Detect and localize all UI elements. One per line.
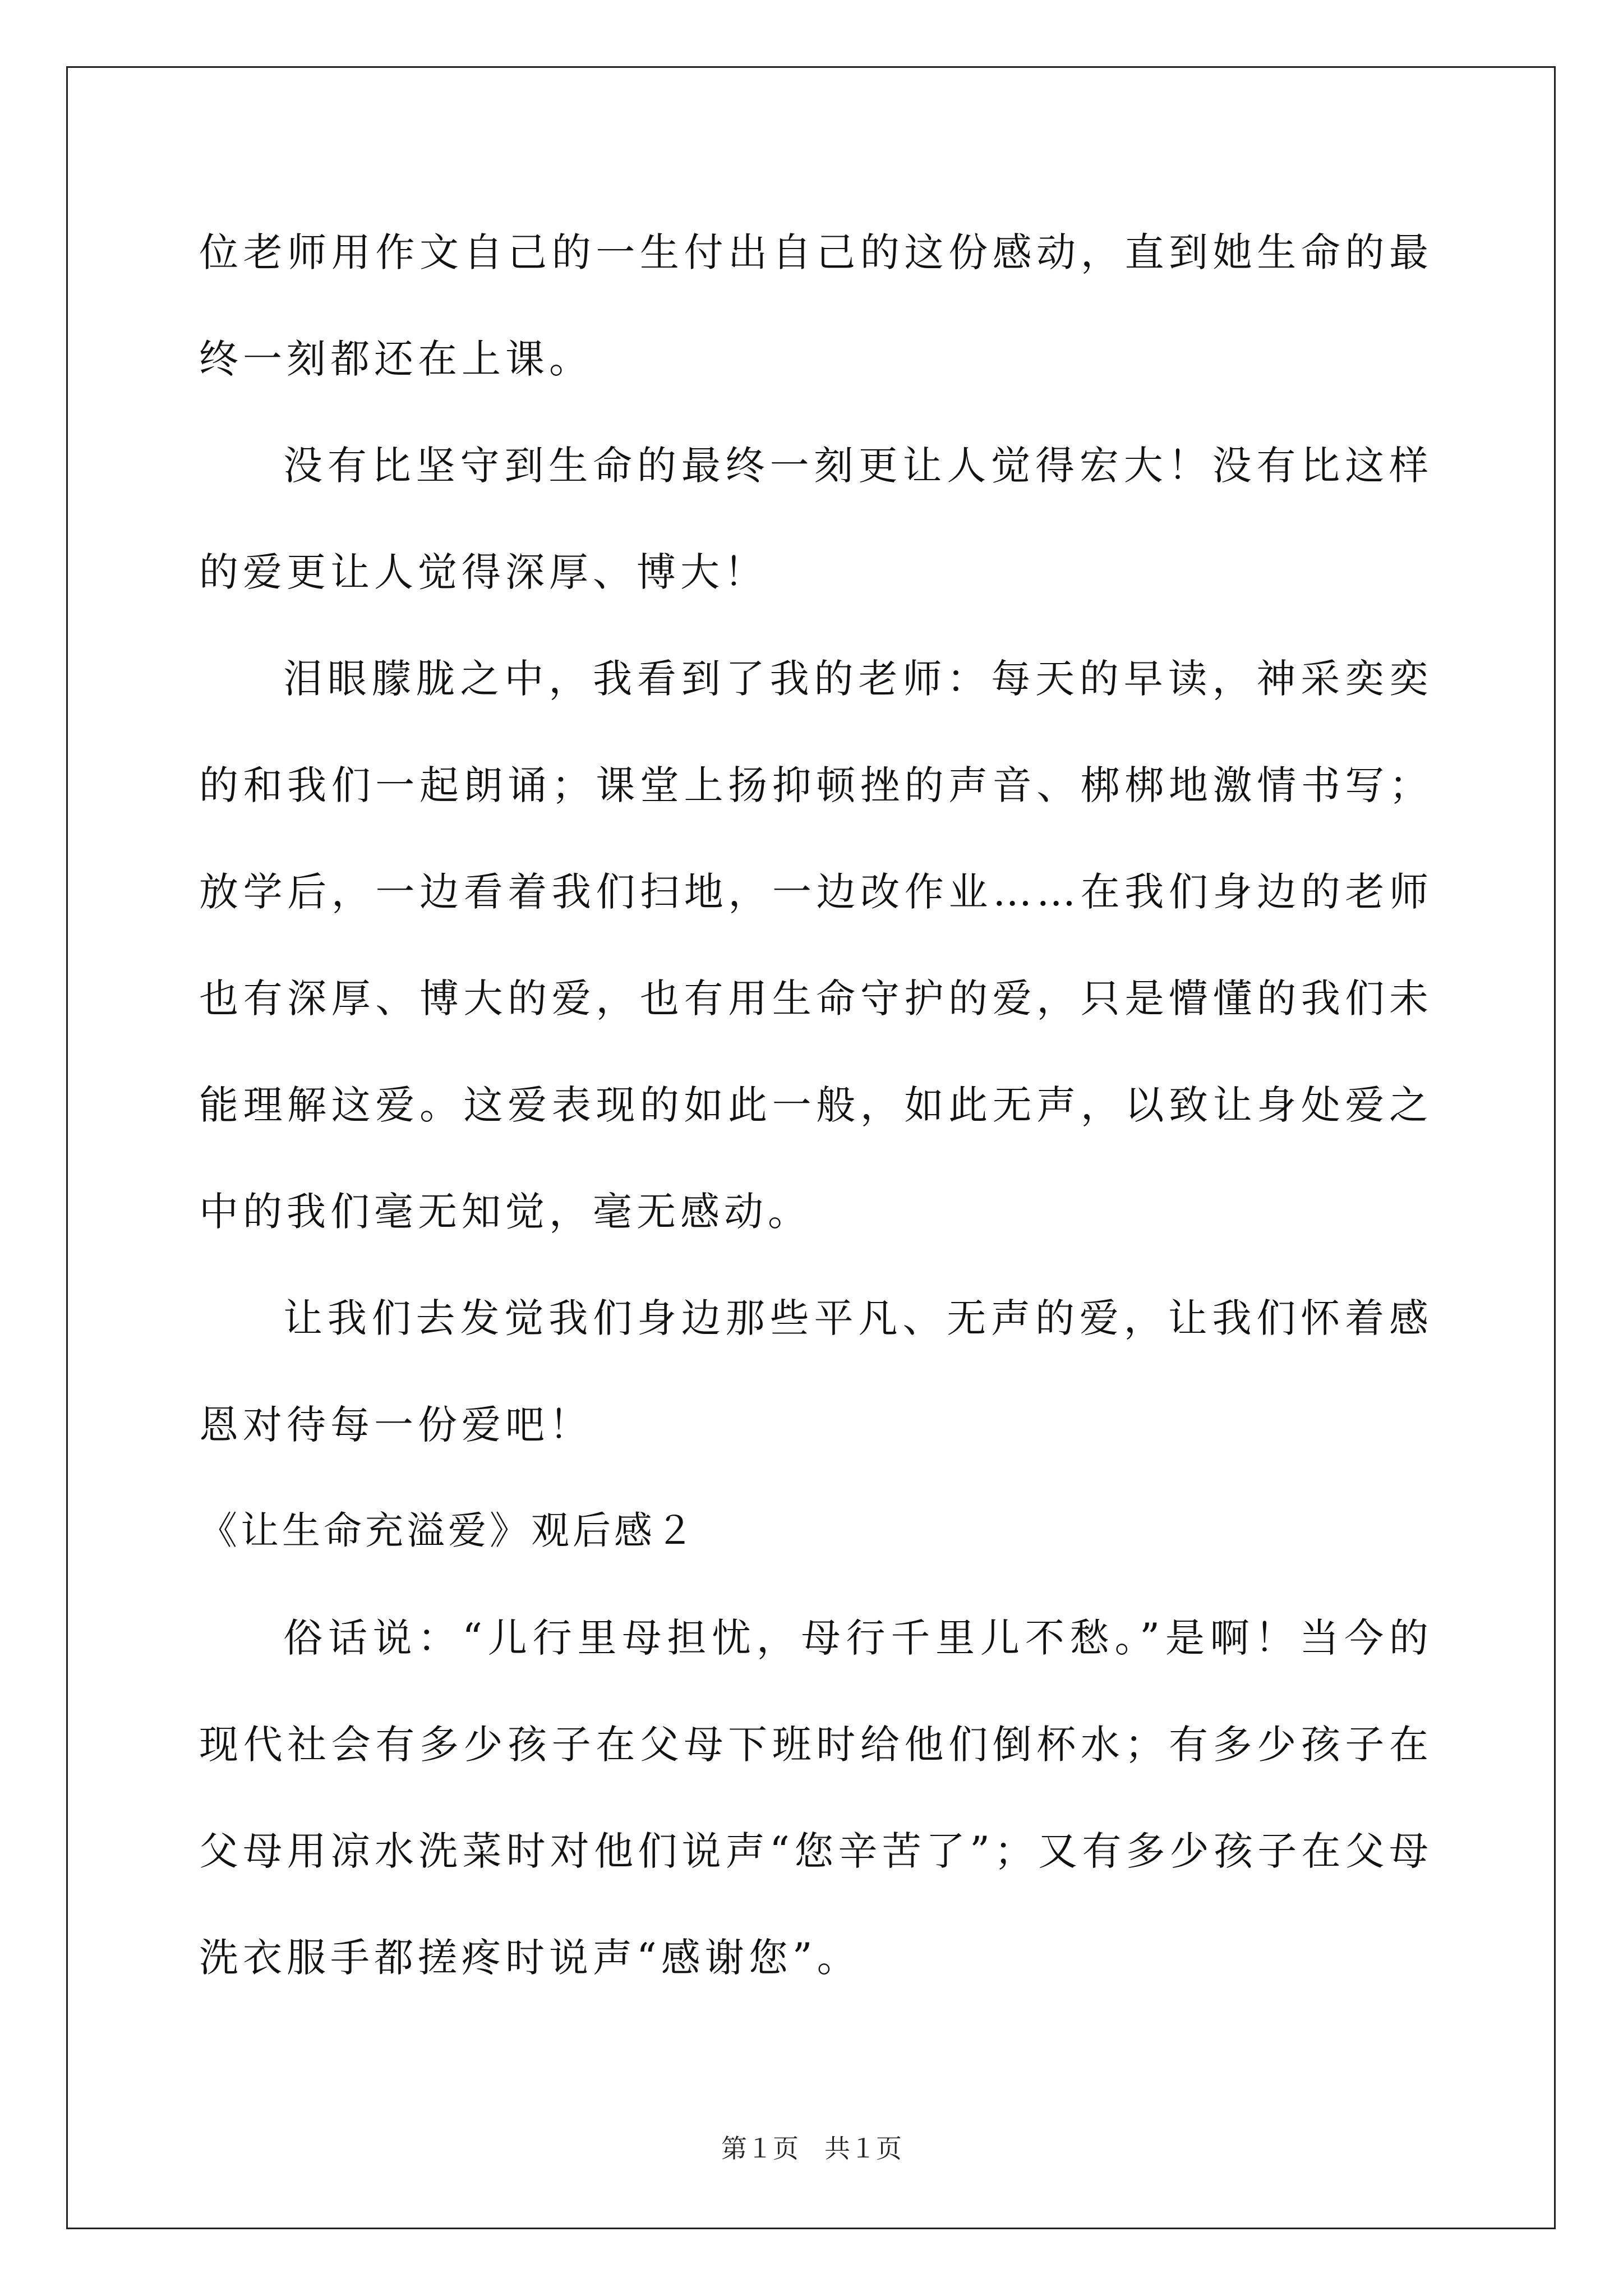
section-heading: 《让生命充溢爱》观后感２ (199, 1509, 698, 1553)
paragraph-4: 让我们去发觉我们身边那些平凡、无声的爱，让我们怀着感恩对待每一份爱吧！ (199, 1295, 1433, 1448)
page-footer: 第１页 共１页 (721, 2133, 902, 2164)
paragraph-2: 没有比坚守到生命的最终一刻更让人觉得宏大！没有比这样的爱更让人觉得深厚、博大！ (199, 443, 1433, 595)
document-body (199, 199, 1433, 2011)
paragraph-1: 位老师用作文自己的一生付出自己的这份感动，直到她生命的最终一刻都还在上课。 (199, 229, 1433, 382)
paragraph-3: 泪眼朦胧之中，我看到了我的老师：每天的早读，神采奕奕的和我们一起朗诵；课堂上扬抑顿挫的声音、梆梆地激情书写；放学后，一边看着我们扫地，一边改作业……在我们身边的老师也有深厚、博大的爱，也有用生命守护的爱，只是懵懂的我们未能理解这爱。这爱表现的如此一般，如此无声，以致让身处爱之中的我们毫无知觉，毫无感动。 (199, 656, 1433, 1235)
paragraph-5: 俗话说：“儿行里母担忧，母行千里儿不愁。”是啊！当今的现代社会有多少孩子在父母下班时给他们倒杯水；有多少孩子在父母用凉水洗菜时对他们说声“您辛苦了”；又有多少孩子在父母洗衣服手都搓疼时说声“感谢您”。 (199, 1615, 1433, 1981)
